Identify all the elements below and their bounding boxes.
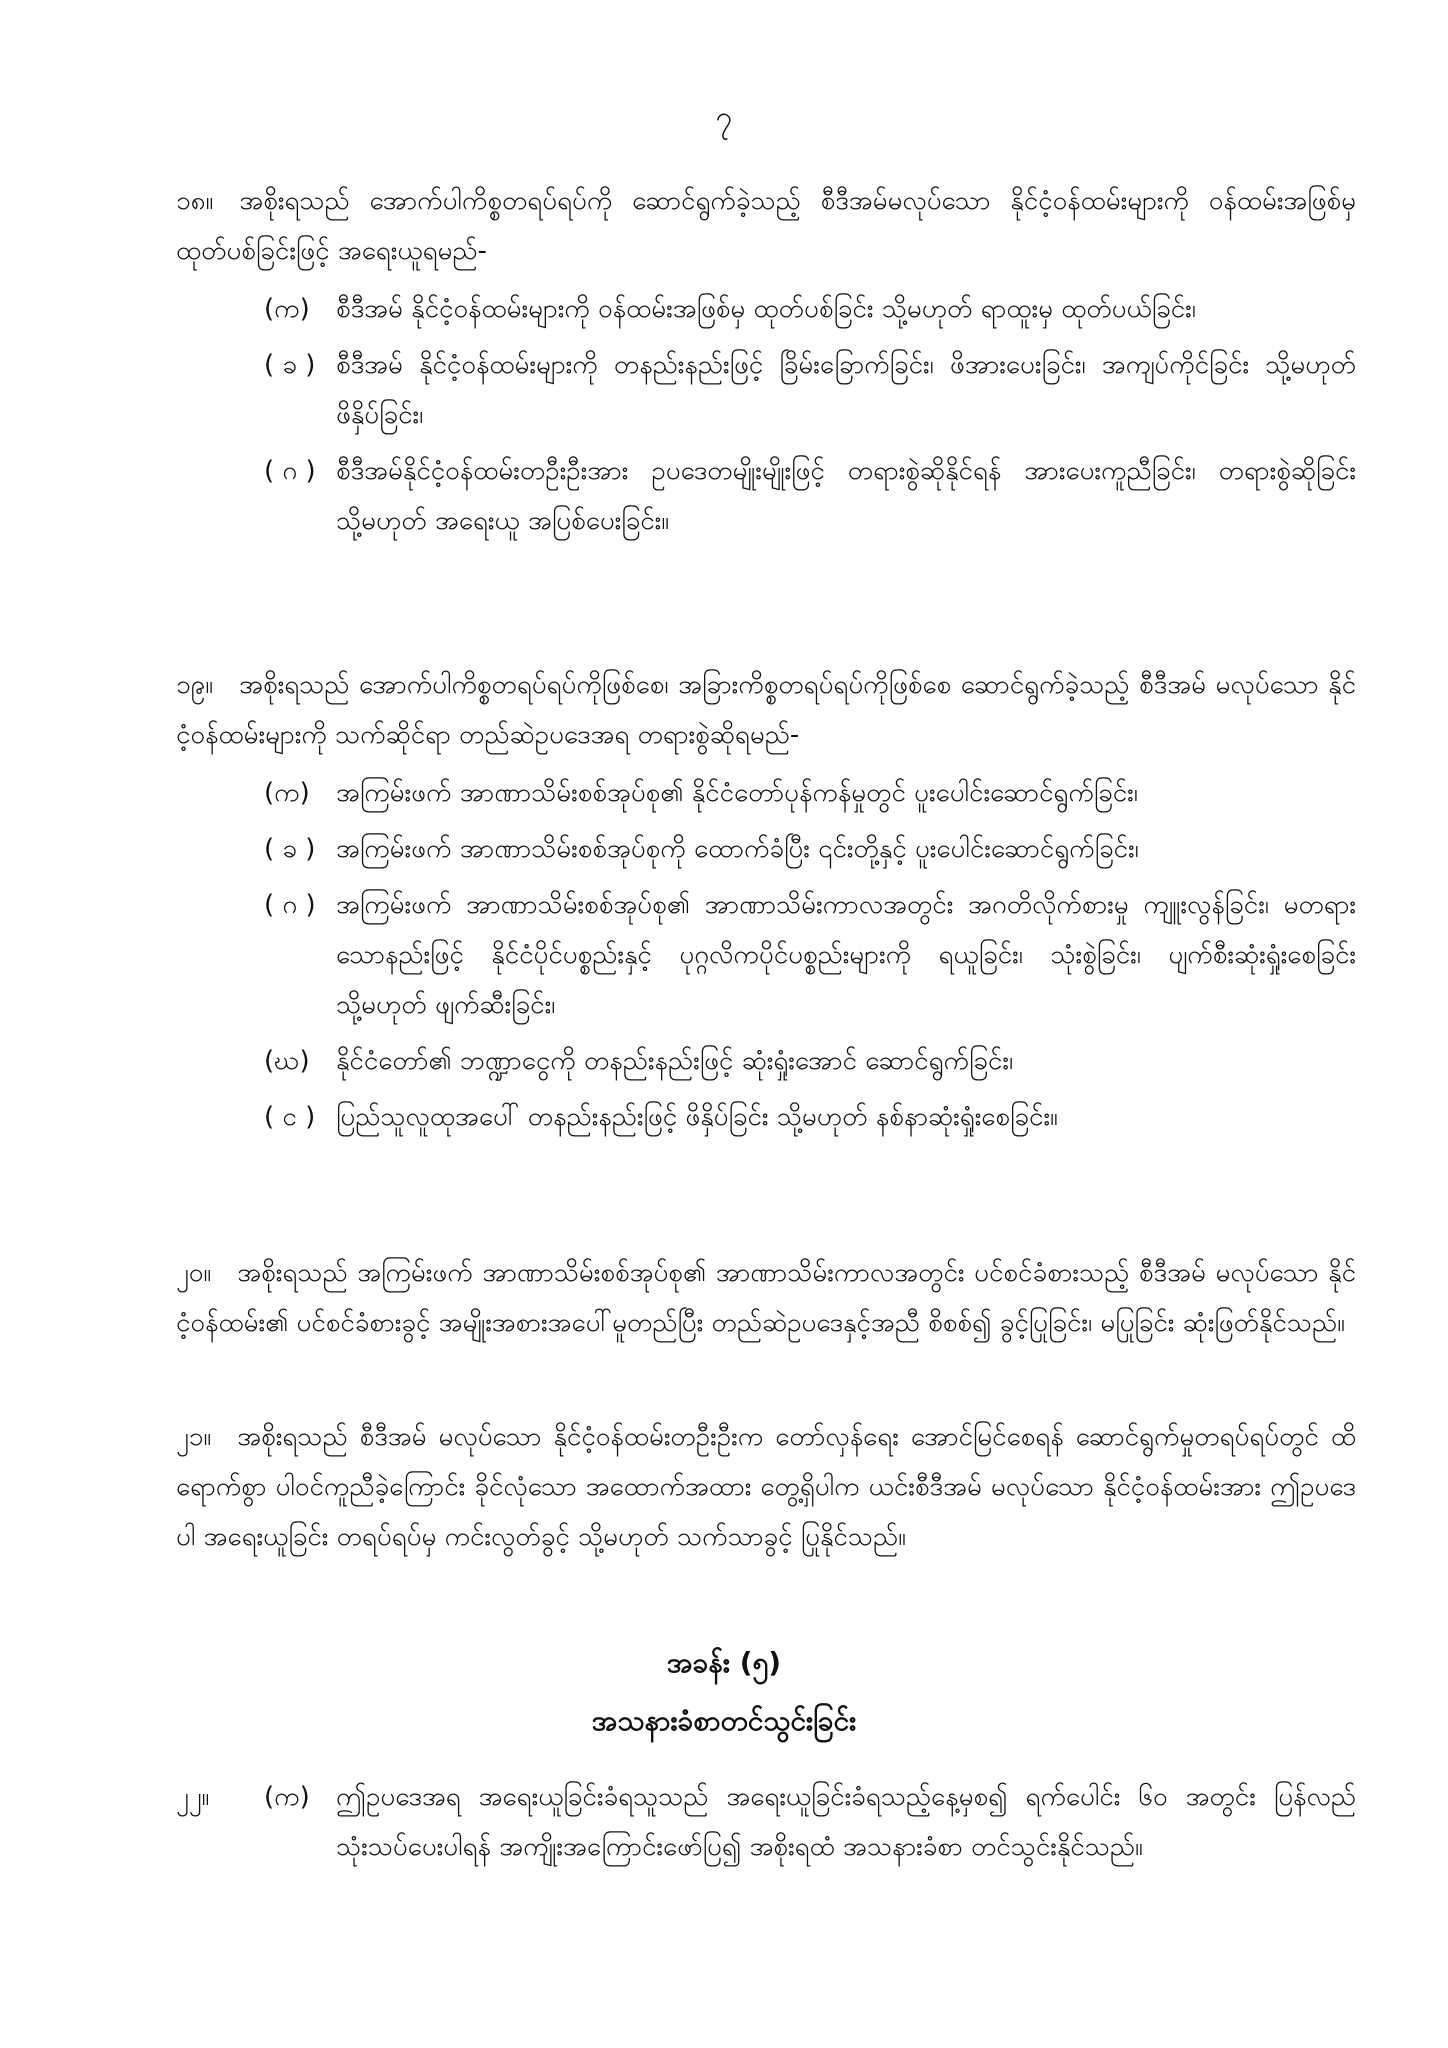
item-marker: ( ဂ ) — [264, 456, 316, 486]
item-text: ပြည်သူလူထုအပေါ် တနည်းနည်းဖြင့် ဖိနှိပ်ခြင်း သို့မဟုတ် နစ်နာဆုံးရှုံးစေခြင်း။ — [336, 1102, 1058, 1132]
section-21-text — [176, 1412, 1356, 1562]
section-19 — [176, 660, 1356, 1148]
item-marker: (က) — [264, 294, 310, 324]
section-19-intro — [176, 660, 1356, 760]
item-marker: (ဃ) — [264, 1046, 310, 1076]
list-item — [176, 340, 1356, 440]
section-20 — [176, 1248, 1356, 1348]
item-marker: (က) — [264, 1782, 310, 1812]
section-number: ၂၂။ — [176, 1782, 210, 1812]
section-number: ၁၉။ — [176, 670, 214, 700]
item-marker: ( ခ ) — [264, 350, 316, 380]
list-item — [176, 284, 1356, 334]
section-19-items — [176, 768, 1356, 1142]
section-number: ၂၁။ — [176, 1422, 212, 1452]
list-item — [176, 824, 1356, 874]
list-item — [176, 768, 1356, 818]
item-text: ဤဥပဒေအရ အရေးယူခြင်းခံရသူသည် အရေးယူခြင်းခံရသည့်နေ့မှစ၍ ရက်ပေါင်း ၆၀ အတွင်း ပြန်လည်သုံးသပ်ပေးပါရန် အကျိုးအကြောင်းဖော်ပြ၍ အစိုးရထံ အသနားခံစာ တင်သွင်းနိုင်သည်။ — [336, 1782, 1356, 1862]
list-item — [176, 1036, 1356, 1086]
section-22 — [176, 1772, 1356, 1878]
item-text: အကြမ်းဖက် အာဏာသိမ်းစစ်အုပ်စု၏ အာဏာသိမ်းကာလအတွင်း အဂတိလိုက်စားမှု ကျူးလွန်ခြင်း၊ မတရားသောနည်းဖြင့် နိုင်ငံပိုင်ပစ္စည်းနှင့် ပုဂ္ဂလိကပိုင်ပစ္စည်းများကို ရယူခြင်း၊ သုံးစွဲခြင်း၊ ပျက်စီးဆုံးရှုံးစေခြင်း သို့မဟုတ် ဖျက်ဆီးခြင်း၊ — [336, 890, 1356, 1020]
item-text: အကြမ်းဖက် အာဏာသိမ်းစစ်အုပ်စုကို ထောက်ခံပြီး ၎င်းတို့နှင့် ပူးပေါင်းဆောင်ရွက်ခြင်း၊ — [336, 834, 1139, 864]
list-item — [176, 1092, 1356, 1142]
section-text: အစိုးရသည် အကြမ်းဖက် အာဏာသိမ်းစစ်အုပ်စု၏ အာဏာသိမ်းကာလအတွင်း ပင်စင်ခံစားသည့် စီဒီအမ် မလုပ်သော နိုင်ငံ့ဝန်ထမ်း၏ ပင်စင်ခံစားခွင့် အမျိုးအစားအပေါ်မူတည်ပြီး တည်ဆဲဥပဒေနှင့်အညီ စိစစ်၍ ခွင့်ပြုခြင်း၊ မပြုခြင်း ဆုံးဖြတ်နိုင်သည်။ — [176, 1258, 1356, 1338]
item-marker: ( ခ ) — [264, 834, 316, 864]
section-text: အစိုးရသည် စီဒီအမ် မလုပ်သော နိုင်ငံ့ဝန်ထမ်းတဦးဦးက တော်လှန်ရေး အောင်မြင်စေရန် ဆောင်ရွက်မှုတရပ်ရပ်တွင် ထိရောက်စွာ ပါဝင်ကူညီခဲ့ကြောင်း ခိုင်လုံသော အထောက်အထား တွေ့ရှိပါက ယင်းစီဒီအမ် မလုပ်သော နိုင်ငံ့ဝန်ထမ်းအား ဤဥပဒေပါ အရေးယူခြင်း တရပ်ရပ်မှ ကင်းလွတ်ခွင့် သို့မဟုတ် သက်သာခွင့် ပြုနိုင်သည်။ — [176, 1422, 1356, 1552]
section-number: ၁၈။ — [176, 186, 214, 216]
section-18 — [176, 176, 1356, 552]
section-21 — [176, 1412, 1356, 1562]
item-marker: ( ဂ ) — [264, 890, 316, 920]
section-text: အစိုးရသည် အောက်ပါကိစ္စတရပ်ရပ်ကိုဖြစ်စေ၊ အခြားကိစ္စတရပ်ရပ်ကိုဖြစ်စေ ဆောင်ရွက်ခဲ့သည့် စီဒီအမ် မလုပ်သော နိုင်ငံ့ဝန်ထမ်းများကို သက်ဆိုင်ရာ တည်ဆဲဥပဒေအရ တရားစွဲဆိုရမည်- — [176, 670, 1356, 750]
list-item — [176, 1772, 1356, 1872]
section-18-items — [176, 284, 1356, 546]
item-text: အကြမ်းဖက် အာဏာသိမ်းစစ်အုပ်စု၏ နိုင်ငံတော်ပုန်ကန်မှုတွင် ပူးပေါင်းဆောင်ရွက်ခြင်း၊ — [336, 778, 1138, 808]
section-text: အစိုးရသည် အောက်ပါကိစ္စတရပ်ရပ်ကို ဆောင်ရွက်ခဲ့သည့် စီဒီအမ်မလုပ်သော နိုင်ငံ့ဝန်ထမ်းများကို ဝန်ထမ်းအဖြစ်မှ ထုတ်ပစ်ခြင်းဖြင့် အရေးယူရမည်- — [176, 186, 1356, 266]
page-number: ၇ — [715, 100, 733, 135]
section-20-text — [176, 1248, 1356, 1348]
item-text: စီဒီအမ် နိုင်ငံ့ဝန်ထမ်းများကို တနည်းနည်းဖြင့် ခြိမ်းခြောက်ခြင်း၊ ဖိအားပေးခြင်း၊ အကျပ်ကိုင်ခြင်း သို့မဟုတ် ဖိနှိပ်ခြင်း၊ — [336, 350, 1356, 430]
chapter-title: အခန်း (၅) — [666, 1646, 782, 1679]
item-marker: (က) — [264, 778, 310, 808]
list-item — [176, 880, 1356, 1030]
list-item — [176, 446, 1356, 546]
section-number: ၂၀။ — [176, 1258, 212, 1288]
item-text: စီဒီအမ် နိုင်ငံ့ဝန်ထမ်းများကို ဝန်ထမ်းအဖြစ်မှ ထုတ်ပစ်ခြင်း သို့မဟုတ် ရာထူးမှ ထုတ်ပယ်ခြင်း၊ — [336, 294, 1196, 324]
item-text: စီဒီအမ်နိုင်ငံ့ဝန်ထမ်းတဦးဦးအား ဥပဒေတမျိုးမျိုးဖြင့် တရားစွဲဆိုနိုင်ရန် အားပေးကူညီခြင်း၊ တရားစွဲဆိုခြင်း သို့မဟုတ် အရေးယူ အပြစ်ပေးခြင်း။ — [336, 456, 1356, 536]
section-18-intro — [176, 176, 1356, 276]
item-marker: ( င ) — [264, 1102, 316, 1132]
chapter-subtitle: အသနားခံစာတင်သွင်းခြင်း — [591, 1704, 857, 1737]
item-text: နိုင်ငံတော်၏ ဘဏ္ဍာငွေကို တနည်းနည်းဖြင့် ဆုံးရှုံးအောင် ဆောင်ရွက်ခြင်း၊ — [336, 1046, 1014, 1076]
